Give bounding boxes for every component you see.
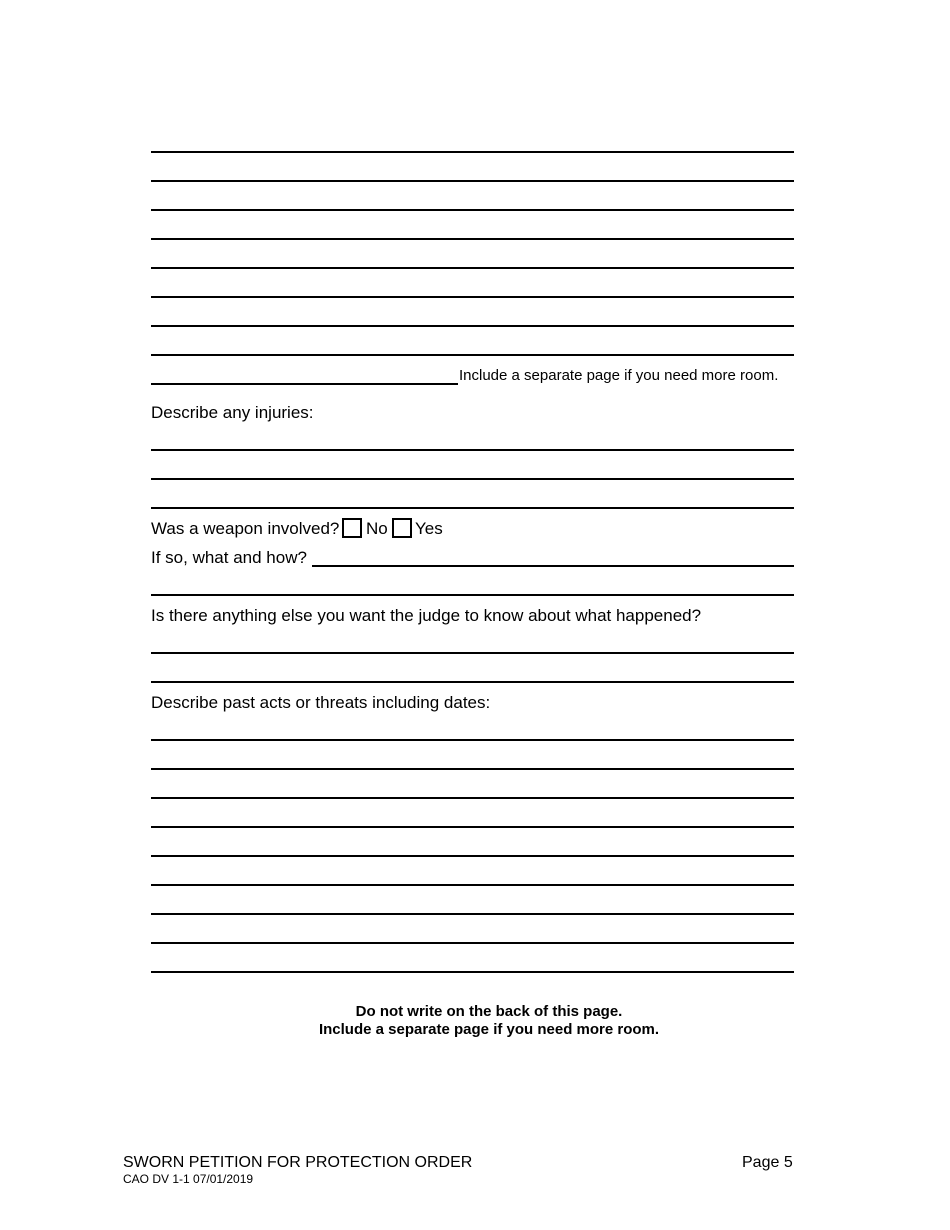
past-acts-label: Describe past acts or threats including dates:: [151, 693, 491, 712]
answer-line[interactable]: [151, 296, 794, 298]
answer-line[interactable]: [151, 768, 794, 770]
answer-line[interactable]: [151, 354, 794, 356]
answer-line[interactable]: [151, 739, 794, 741]
answer-line[interactable]: [151, 884, 794, 886]
answer-line[interactable]: [151, 797, 794, 799]
footer-form-code: CAO DV 1-1 07/01/2019: [123, 1172, 254, 1186]
injuries-label: Describe any injuries:: [151, 403, 314, 422]
answer-line[interactable]: [151, 507, 794, 509]
weapon-yes-label: Yes: [415, 519, 443, 538]
weapon-followup-label: If so, what and how?: [151, 548, 307, 567]
answer-line[interactable]: [151, 449, 794, 451]
answer-line[interactable]: [151, 151, 794, 153]
weapon-followup-line[interactable]: [312, 565, 794, 567]
answer-line[interactable]: [151, 267, 794, 269]
notice-line-1: Do not write on the back of this page.: [355, 1003, 623, 1020]
answer-line[interactable]: [151, 180, 794, 182]
footer-page-number: Page 5: [742, 1154, 793, 1171]
answer-line[interactable]: [151, 238, 794, 240]
answer-line[interactable]: [151, 826, 794, 828]
answer-line[interactable]: [151, 971, 794, 973]
answer-line[interactable]: [151, 681, 794, 683]
answer-line[interactable]: [151, 209, 794, 211]
answer-line[interactable]: [151, 913, 794, 915]
weapon-no-checkbox[interactable]: [342, 518, 362, 538]
answer-line[interactable]: [151, 855, 794, 857]
answer-line[interactable]: [151, 942, 794, 944]
answer-line[interactable]: [151, 594, 794, 596]
weapon-yes-checkbox[interactable]: [392, 518, 412, 538]
answer-line[interactable]: [151, 652, 794, 654]
footer-form-title: SWORN PETITION FOR PROTECTION ORDER: [123, 1154, 473, 1171]
answer-line[interactable]: [151, 478, 794, 480]
weapon-no-label: No: [366, 519, 388, 538]
anything-else-label: Is there anything else you want the judge to know about what happened?: [151, 606, 702, 625]
continuation-note: Include a separate page if you need more room.: [459, 367, 779, 384]
answer-line[interactable]: [151, 325, 794, 327]
notice-line-2: Include a separate page if you need more room.: [318, 1021, 660, 1038]
answer-line-short[interactable]: [151, 383, 458, 385]
weapon-question: Was a weapon involved?: [151, 519, 340, 538]
